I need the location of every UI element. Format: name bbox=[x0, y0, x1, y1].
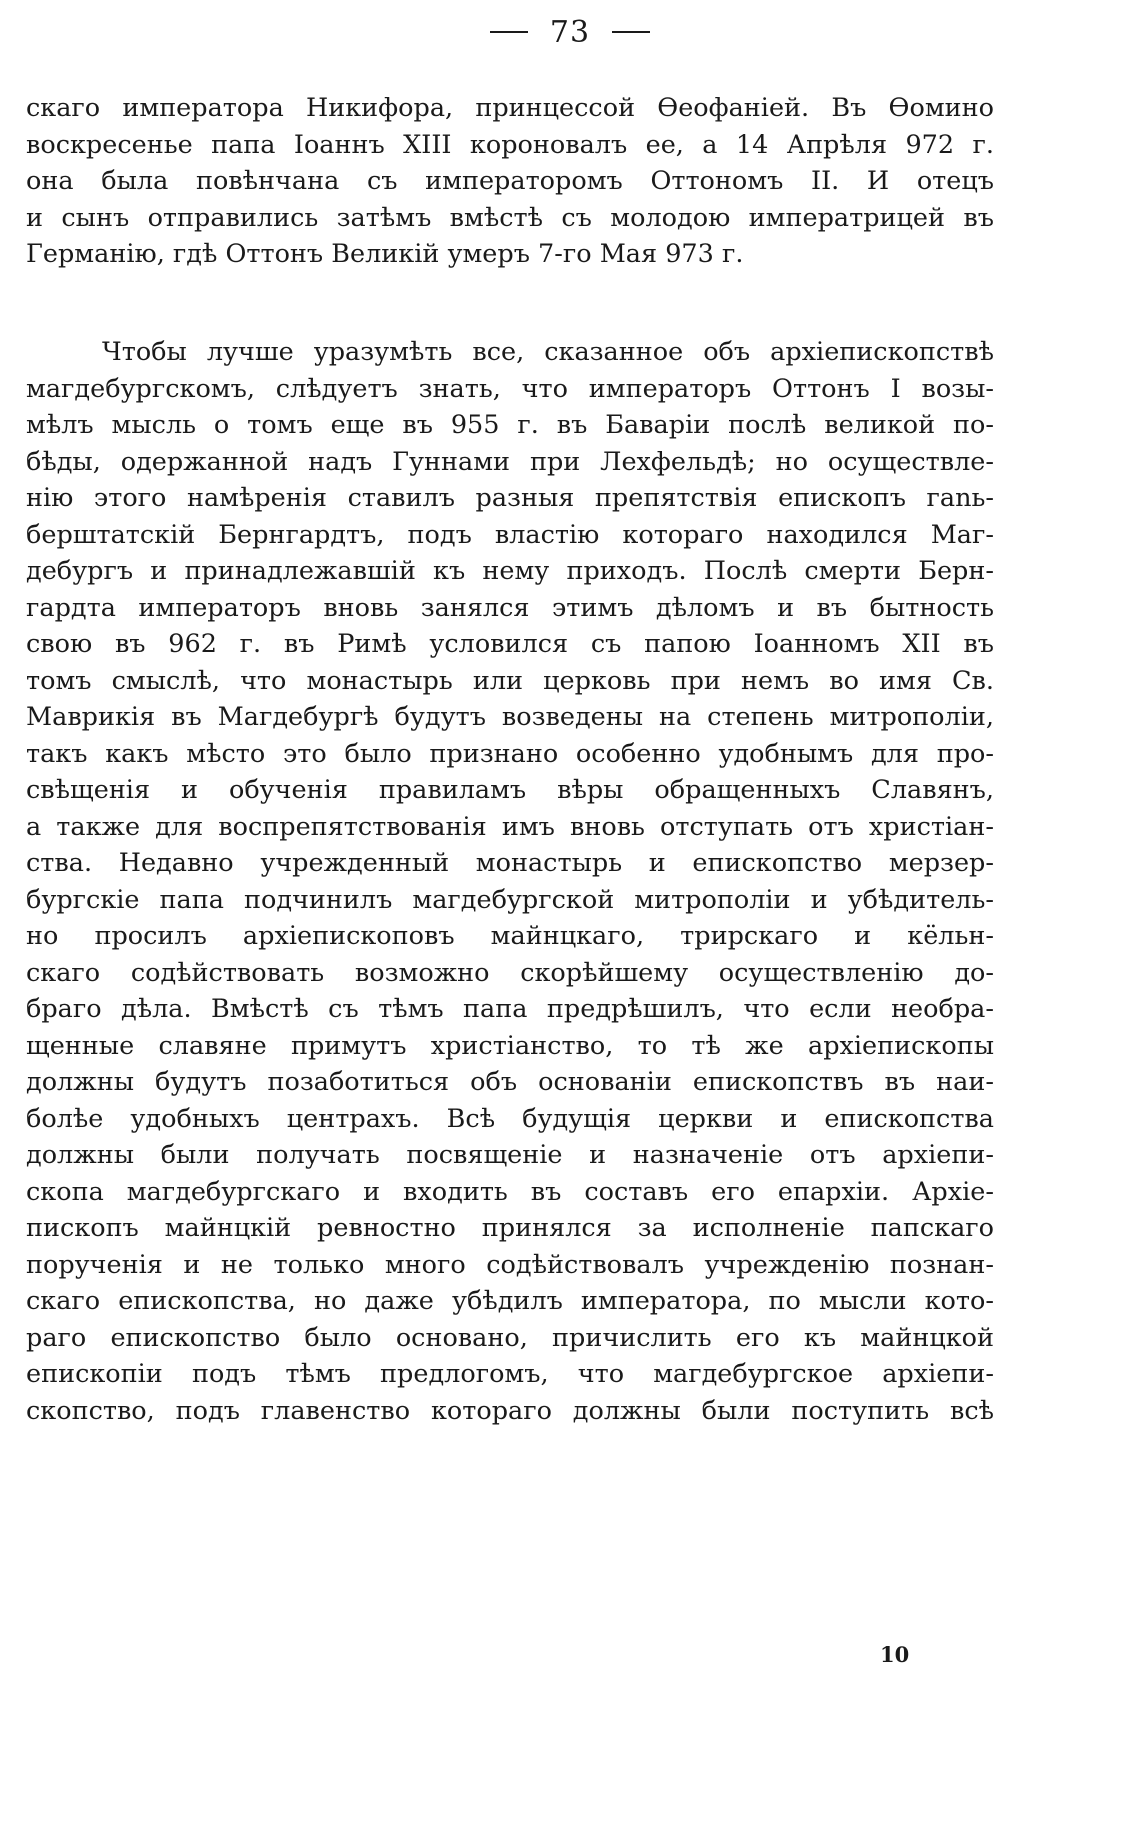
text-line: нію этого намѣренія ставилъ разныя препятствія епископъ гаnь- bbox=[26, 483, 994, 513]
text-line: скаго содѣйствовать возможно скорѣйшему осуществленію до- bbox=[26, 957, 994, 988]
text-line: скопа магдебургскаго и входить въ составъ его епархіи. Архіе- bbox=[26, 1176, 994, 1207]
header-right-dash bbox=[612, 31, 650, 33]
signature-mark: 10 bbox=[880, 1642, 910, 1667]
page-header bbox=[0, 10, 1140, 54]
header-left-dash bbox=[490, 31, 528, 33]
text-line: а также для воспрепятствованія имъ вновь отступать отъ христіан- bbox=[26, 811, 994, 842]
text-line: воскресенье папа Іоаннъ XIII короновалъ ее, а 14 Апрѣля 972 г. bbox=[26, 129, 994, 160]
text-line: порученія и не только много содѣйствовалъ учрежденію познан- bbox=[26, 1249, 994, 1280]
text-line: болѣе удобныхъ центрахъ. Всѣ будущія церкви и епископства bbox=[26, 1103, 994, 1134]
text-line: бѣды, одержанной надъ Гуннами при Лехфельдѣ; но осуществле- bbox=[26, 446, 994, 477]
text-line: мѣлъ мысль о томъ еще въ 955 г. въ Баваріи послѣ великой по- bbox=[26, 410, 994, 440]
text-line: раго епископство было основано, причислить его къ майнцкой bbox=[26, 1322, 994, 1353]
text-line: щенные славяне примутъ христіанство, то тѣ же архіепископы bbox=[26, 1030, 994, 1061]
text-line: пископъ майнцкій ревностно принялся за исполненіе папскаго bbox=[26, 1213, 994, 1243]
text-line: но просилъ архіепископовъ майнцкаго, трирскаго и кёльн- bbox=[26, 921, 994, 951]
text-line: должны будутъ позаботиться объ основаніи епископствъ въ наи- bbox=[26, 1067, 994, 1097]
text-line: Чтобы лучше уразумѣть все, сказанное объ архіепископствѣ bbox=[102, 337, 994, 367]
text-line: Маврикія въ Магдебургѣ будутъ возведены на степень митрополіи, bbox=[26, 702, 994, 732]
text-line: она была повѣнчана съ императоромъ Оттономъ II. И отецъ bbox=[26, 166, 994, 196]
text-line: гардта императоръ вновь занялся этимъ дѣломъ и въ бытность bbox=[26, 592, 994, 623]
text-line: скаго императора Никифора, принцессой Ѳеофаніей. Въ Ѳомино bbox=[26, 93, 994, 123]
text-line: епископіи подъ тѣмъ предлогомъ, что магдебургское архіепи- bbox=[26, 1359, 994, 1389]
text-line: дебургъ и принадлежавшій къ нему приходъ. Послѣ смерти Берн- bbox=[26, 556, 994, 586]
text-line: томъ смыслѣ, что монастырь или церковь при немъ во имя Св. bbox=[26, 665, 994, 696]
text-line: ства. Недавно учрежденный монастырь и епископство мерзер- bbox=[26, 848, 994, 878]
text-line: браго дѣла. Вмѣстѣ съ тѣмъ папа предрѣшилъ, что если необра- bbox=[26, 994, 994, 1024]
paragraph-1 bbox=[26, 90, 994, 273]
text-line: и сынъ отправились затѣмъ вмѣстѣ съ молодою императрицей въ bbox=[26, 202, 994, 233]
text-line: Германію, гдѣ Оттонъ Великій умеръ 7-го Мая 973 г. bbox=[26, 239, 744, 269]
text-line: свою въ 962 г. въ Римѣ условился съ папою Іоанномъ XII въ bbox=[26, 629, 994, 659]
page-number: 73 bbox=[549, 14, 591, 50]
text-line: берштатскій Бернгардтъ, подъ властію котораго находился Маг- bbox=[26, 519, 994, 550]
text-line: магдебургскомъ, слѣдуетъ знать, что императоръ Оттонъ I возы- bbox=[26, 373, 994, 404]
text-line: свѣщенія и обученія правиламъ вѣры обращенныхъ Славянъ, bbox=[26, 775, 994, 805]
paragraph-2 bbox=[26, 334, 994, 1429]
text-line: должны были получать посвященіе и назначеніе отъ архіепи- bbox=[26, 1140, 994, 1170]
text-line: такъ какъ мѣсто это было признано особенно удобнымъ для про- bbox=[26, 738, 994, 769]
text-line: скаго епископства, но даже убѣдилъ императора, по мысли кото- bbox=[26, 1286, 994, 1316]
text-line: бургскіе папа подчинилъ магдебургской митрополіи и убѣдитель- bbox=[26, 884, 994, 915]
text-line: скопство, подъ главенство котораго должны были поступить всѣ bbox=[26, 1395, 994, 1426]
